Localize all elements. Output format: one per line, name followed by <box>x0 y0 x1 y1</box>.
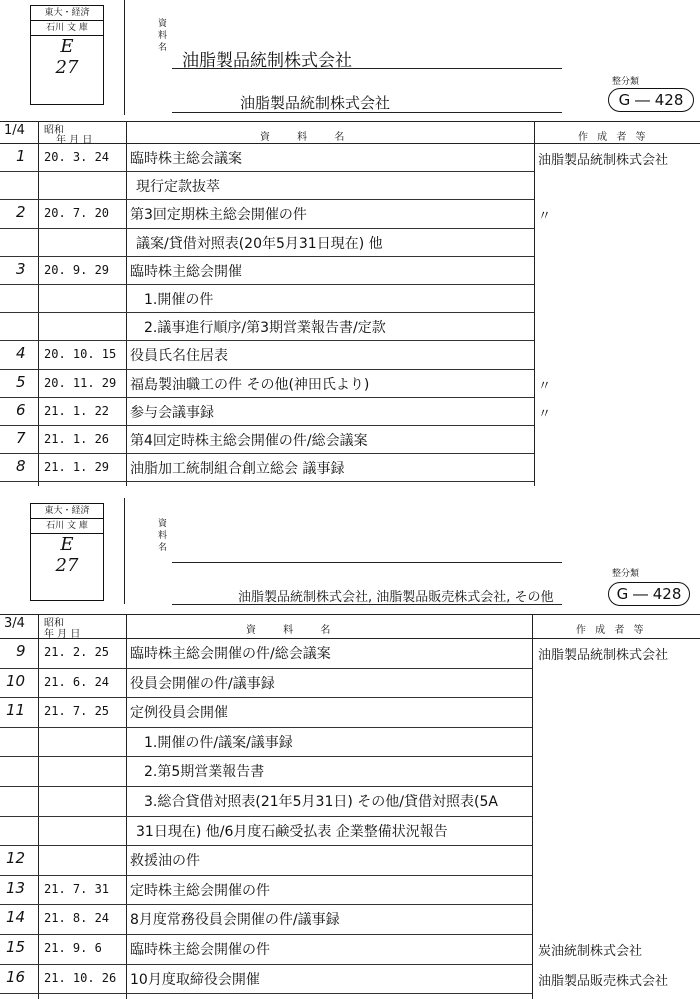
row-divider <box>0 312 534 313</box>
material-name: 油脂製品統制株式会社 <box>182 51 352 71</box>
row-divider <box>0 845 532 846</box>
library-stamp <box>30 5 104 105</box>
row-author: 炭油統制株式会社 <box>538 944 643 959</box>
row-number: 6 <box>16 400 26 419</box>
row-description: 臨時株主総会開催の件 <box>130 942 270 958</box>
row-description: 参与会議事録 <box>130 404 214 421</box>
header-date: 年 月 日 <box>44 629 81 640</box>
row-divider <box>0 786 532 787</box>
row-divider <box>0 875 532 876</box>
row-description: 議案/貸借対照表(20年5月31日現在) 他 <box>136 235 383 252</box>
row-divider <box>0 697 532 698</box>
library-stamp <box>30 503 104 601</box>
row-number: 7 <box>16 429 26 447</box>
stamp-collection: 石川 文 庫 <box>31 519 103 534</box>
row-description: 福島製油職工の件 その他(神田氏より) <box>130 376 370 393</box>
row-divider <box>0 668 532 669</box>
header-title: 資 料 名 <box>260 132 357 143</box>
row-date: 21. 10. 26 <box>44 970 117 985</box>
header-era: 昭和 <box>44 618 64 629</box>
stamp-collection: 石川 文 庫 <box>31 21 103 36</box>
row-description: 第3回定期株主総会開催の件 <box>130 207 307 224</box>
material-name-label: 資料名 <box>158 519 168 553</box>
classification-number: G ― 428 <box>608 582 690 606</box>
card-subtitle: 油脂製品統制株式会社 <box>240 94 391 112</box>
row-description: 救援油の件 <box>130 853 200 870</box>
row-date: 20. 7. 20 <box>44 206 110 221</box>
row-divider <box>0 816 532 817</box>
row-divider <box>0 964 532 965</box>
card-subtitle: 油脂製品統制株式会社, 油脂製品販売株式会社, その他 <box>238 590 554 605</box>
row-divider <box>0 256 534 257</box>
row-number: 11 <box>6 701 26 720</box>
row-description: 2.議事進行順序/第3期営業報告書/定款 <box>144 320 386 337</box>
row-date: 21. 1. 22 <box>44 403 110 418</box>
row-divider <box>0 934 532 935</box>
header-author: 作 成 者 等 <box>578 132 649 143</box>
row-divider <box>0 397 534 398</box>
row-author: 油脂製品統制株式会社 <box>538 153 669 168</box>
row-date: 21. 1. 29 <box>44 460 110 475</box>
row-divider <box>0 199 534 200</box>
row-date: 21. 7. 25 <box>44 704 110 719</box>
row-description: 臨時株主総会開催 <box>130 263 242 280</box>
row-author: 油脂製品販売株式会社 <box>538 973 669 989</box>
header-author: 作 成 者 等 <box>576 625 647 636</box>
row-number: 15 <box>6 938 26 956</box>
row-date: 21. 2. 25 <box>44 645 110 659</box>
sheet-number: 1/4 <box>4 123 25 138</box>
row-divider <box>0 284 534 285</box>
stamp-org: 東大・経済 <box>31 6 103 21</box>
stamp-code-number: 27 <box>55 555 79 576</box>
row-description: 油脂加工統制組合創立総会 議事録 <box>130 461 345 478</box>
header-era: 昭和 <box>44 125 64 136</box>
row-author: 〃 <box>538 209 552 225</box>
row-author: 〃 <box>538 378 552 394</box>
row-divider <box>0 228 534 229</box>
row-description: 定時株主総会開催の件 <box>130 882 270 899</box>
stamp-org: 東大・経済 <box>31 504 103 519</box>
row-date: 21. 6. 24 <box>44 674 110 689</box>
row-date: 21. 1. 26 <box>44 432 110 446</box>
row-description: 役員氏名住居表 <box>130 348 228 365</box>
row-number: 12 <box>6 849 26 868</box>
row-number: 3 <box>16 259 26 278</box>
row-divider <box>0 171 534 172</box>
row-divider <box>0 756 532 757</box>
row-description: 2.第5期営業報告書 <box>144 764 265 781</box>
row-author: 〃 <box>538 406 552 422</box>
row-number: 8 <box>16 457 26 476</box>
row-author: 油脂製品統制株式会社 <box>538 648 669 663</box>
classification-label: 整分類 <box>612 77 640 87</box>
row-description: 10月度取締役会開催 <box>130 971 260 988</box>
row-description: 臨時株主総会開催の件/総会議案 <box>130 646 331 662</box>
row-number: 5 <box>16 372 26 391</box>
material-name-label: 資料名 <box>158 19 168 53</box>
row-divider <box>0 727 532 728</box>
header-title: 資 料 名 <box>246 625 343 636</box>
row-description: 1.開催の件/議案/議事録 <box>144 734 293 751</box>
row-date: 20. 3. 24 <box>44 150 110 164</box>
stamp-code-number: 27 <box>55 57 79 78</box>
row-date: 20. 9. 29 <box>44 262 110 277</box>
row-description: 1.開催の件 <box>144 292 214 308</box>
row-date: 21. 7. 31 <box>44 881 110 896</box>
row-date: 20. 10. 15 <box>44 347 117 362</box>
row-description: 定例役員会開催 <box>130 705 228 722</box>
row-number: 10 <box>6 671 26 690</box>
row-divider <box>0 481 534 482</box>
row-number: 4 <box>16 344 26 363</box>
row-description: 8月度常務役員会開催の件/議事録 <box>130 912 340 929</box>
row-number: 14 <box>6 908 26 927</box>
row-divider <box>0 993 532 994</box>
row-date: 21. 8. 24 <box>44 911 110 926</box>
header-date: 年 月 日 <box>56 135 93 146</box>
row-number: 9 <box>16 642 26 660</box>
row-date: 21. 9. 6 <box>44 941 102 955</box>
row-divider <box>0 453 534 454</box>
row-date: 20. 11. 29 <box>44 375 117 390</box>
row-description: 3.総合貸借対照表(21年5月31日) その他/貸借対照表(5A <box>144 794 498 810</box>
row-divider <box>0 340 534 341</box>
row-description: 第4回定時株主総会開催の件/総会議案 <box>130 433 368 449</box>
row-description: 現行定款抜萃 <box>136 179 220 196</box>
row-number: 13 <box>6 878 26 897</box>
row-divider <box>0 425 534 426</box>
stamp-code-letter: E <box>60 36 74 57</box>
row-divider <box>0 369 534 370</box>
row-number: 2 <box>16 203 26 222</box>
classification-number: G ― 428 <box>608 88 694 112</box>
row-description: 臨時株主総会議案 <box>130 151 242 167</box>
row-description: 31日現在) 他/6月度石鹸受払表 企業整備状況報告 <box>136 823 448 840</box>
row-number: 16 <box>6 967 26 986</box>
classification-label: 整分類 <box>612 569 640 579</box>
row-divider <box>0 904 532 905</box>
stamp-code-letter: E <box>60 534 74 555</box>
row-number: 1 <box>16 147 26 165</box>
sheet-number: 3/4 <box>4 616 25 631</box>
row-description: 役員会開催の件/議事録 <box>130 675 275 692</box>
